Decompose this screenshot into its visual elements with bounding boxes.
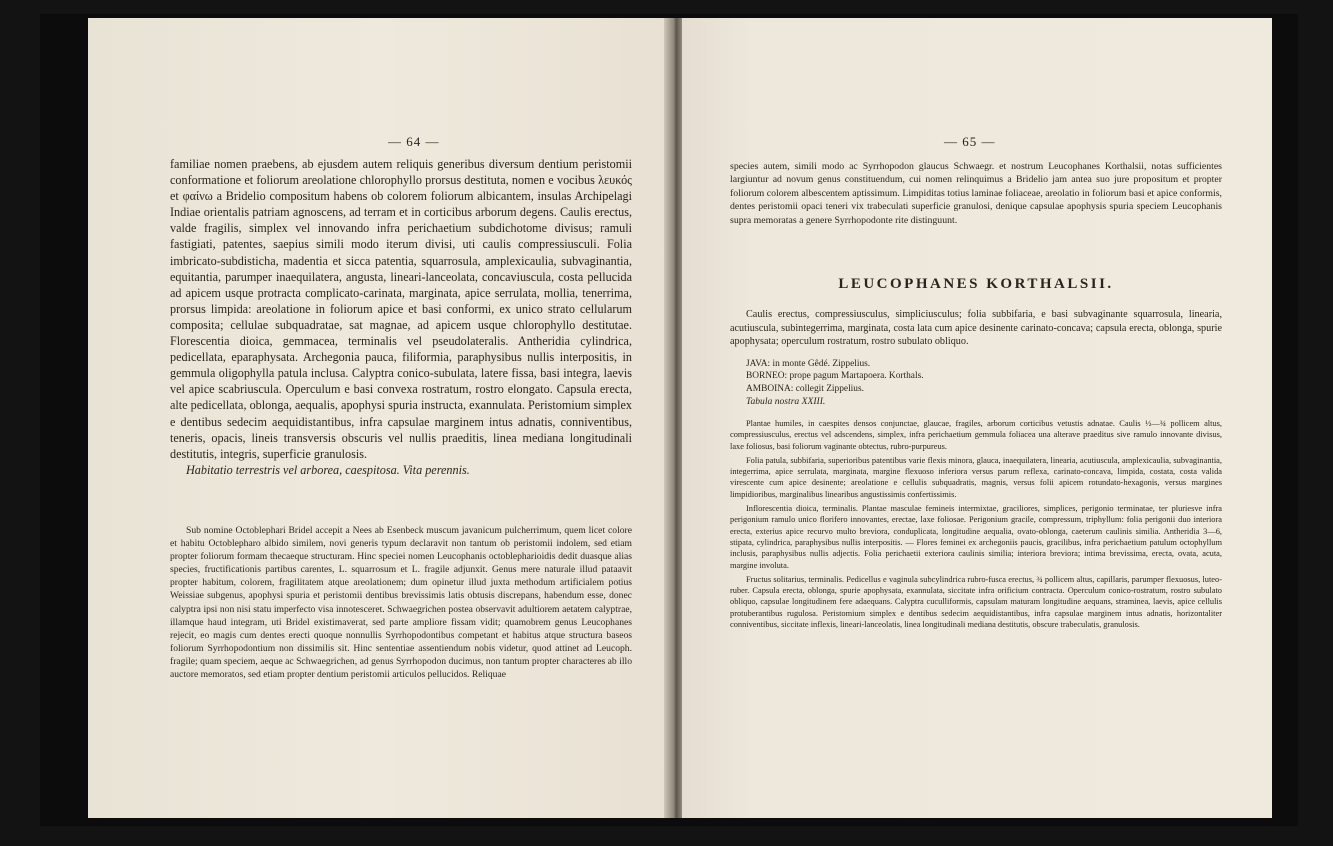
diagnosis-paragraph: Caulis erectus, compressiusculus, simpliciusculus; folia subbifaria, e basi subvaginante squarrosula, linearia, acutiuscula, subintegerrima, marginata, costa lata cum apice desinente carinato-concava; capsula erecta, oblonga, spurie apophysata; operculum rostratum, rostro subulato obliquo. xyxy=(730,309,1222,347)
locality-line: JAVA: in monte Gêdé. Zippelius. xyxy=(746,359,871,369)
species-title: LEUCOPHANES KORTHALSII. xyxy=(838,276,1114,292)
page-number-right: — 65 — xyxy=(944,134,996,149)
description-paragraph: Plantae humiles, in caespites densos conjunctae, glaucae, fragiles, arborum corticibus vetustis adnatae. Caulis ½—¾ pollicem altus, compressiusculus, erectus vel adscendens, simplex, infra perichaetium gemmula foliacea una alterave praeditus sive ramulo innovante divisus, laxe foliosus, basi foliorum vaginante obtectus, rubro-purpureus. xyxy=(730,419,1222,451)
diagnosis-text xyxy=(730,308,1222,349)
intro-paragraph: species autem, simili modo ac Syrrhopodon glaucus Schwaegr. et nostrum Leucophanes Korthalsii, notas sufficientes largiuntur ad novum genus constituendum, cui nomen relinquimus a Bridelio jam antea suo jure propositum et propter foliorum colorem albescentem aptissimum. Limpiditas totius laminae foliaceae, areolatio in foliorum basi et apice conformis, dentes peristomii opaci teneri vix trabeculati superficie granulosi, denique capsulae apophysis spuria speciem Leucophanis supra memoratas a genere Syrrhopodonte rite distinguunt. xyxy=(730,161,1222,226)
localities-list xyxy=(746,358,1216,395)
description-paragraph: Fructus solitarius, terminalis. Pedicellus e vaginula subcylindrica rubro-fusca erectus, ¾ pollicem altus, capillaris, parumper flexuosus, luteo-ruber. Capsula erecta, oblonga, spurie apophysata, exannulata, siccitate infra orificium contracta. Operculum conico-rostratum, rostro subulato obliquo, capsulae longitudinem fere adaequans. Calyptra cuculliformis, capsulam maturam longitudine aequans, straminea, laevis, apice cellulis protuberantibus rugulosa. Peristomium simplex e dentibus sedecim aequidistantibus, infra capsulae marginem intus adnatis, horizontaliter conniventibus, siccitate inflexis, lineari-lanceolatis, linea longitudinali mediana destitutis, obscure trabeculatis, granulosis. xyxy=(730,574,1222,630)
note-paragraph: Sub nomine Octoblephari Bridel accepit a Nees ab Esenbeck muscum javanicum pulcherrimum, quem licet colore et habitu Octoblepharo albido similem, novi generis typum declaravit non tantum ob peristomii indolem, sed etiam propter foliorum formam thecaeque structuram. Hinc speciei nomen Leucophanis octoblepharioidis dedit duasque alias species, fructificationis partibus carentes, L. squarrosum et L. fragile adjunxit. Genus mere naturale illud pataavit propter habitum, colorem, fragilitatem atque areolationem; dum opinetur illud juxta methodum artificialem potius Weissiae subgenus, apophysi spuria et peristomii dentibus brevissimis latis obtusis discrepans, habendum esse, donec calyptra ipsi non nisi statu imperfecto visa innotesceret. Schwaegrichen postea observavit adultiorem aetatem calyptrae, illamque haud integram, uti Bridel existimaverat, sed parte ampliore fissam vidit; quamobrem genus Leucophanes rejecit, eo magis cum dentes erecti quoque nonnullis Syrrhopodontibus competant et habitus atque structura baseos foliorum Syrrhopodontium non dissimilis sit. Hinc sententiae assentiendum nobis videtur, quod attinet ad Leucoph. fragile; quam speciem, aeque ac Schwaegrichen, ad genus Syrrhopodon ducimus, non tantum propter characteres ab illo auctore memoratos, sed etiam propter dentium peristomii articulos pellucidos. Reliquae xyxy=(170,525,632,681)
left-page xyxy=(88,18,668,818)
page-number-left: — 64 — xyxy=(388,134,440,149)
tabula-reference: Tabula nostra XXIII. xyxy=(746,396,826,407)
habitatio-line: Habitatio terrestris vel arborea, caespitosa. Vita perennis. xyxy=(186,462,470,477)
right-page xyxy=(682,18,1272,818)
description-text xyxy=(730,418,1222,633)
intro-text xyxy=(730,160,1222,227)
description-paragraph: Folia patula, subbifaria, superioribus patentibus varie flexis minora, glauca, inaequilatera, linearia, acutiuscula, amplexicaulia, subvaginantia, integerrima, apice serrulata, marginata, margine flexuoso inferiora versus parum reflexa, carinato-concava, limpida, costata, costa valida virescente cum apice desinente; areolatione e cellulis subquadratis, magnis, versus folii apicem rotundato-hexagonis, versus margines limpidioribus, marginalibus linearibus angustissimis confertissimis. xyxy=(730,455,1222,499)
main-text xyxy=(170,156,632,478)
locality-line: BORNEO: prope pagum Martapoera. Korthals. xyxy=(746,371,924,382)
description-paragraph: Inflorescentia dioica, terminalis. Plantae masculae femineis intermixtae, graciliores, simplices, perigonio terminatae, ter pluriesve infra perigonium ramulo unico florifero innovantes, erectae, laxe foliosae. Perigonium gracile, compressum, triphyllum: folia perigonii duo interiora erecta, exterius apice recurvo multo breviora, conduplicata, longitudine aequalia, ovato-oblonga, caeterum caulinis similia. Antheridia 3—6, stipata, cylindrica, paraphysibus nullis interpositis. — Flores feminei ex archegoniis paucis, gracilibus, infra perichaetium patulum octophyllum inclusis, paraphysibus nullis adjectis. Folia perichaetii exteriora caulinis similia; interiora breviora; intima brevissima, erecta, ovata, acuta, margine involuta. xyxy=(730,504,1222,570)
main-paragraph: familiae nomen praebens, ab ejusdem autem reliquis generibus diversum dentium peristomii conformatione et foliorum areolatione chlorophyllo prorsus destituta, nomen e vocibus λευκός et φαίνω a Bridelio compositum habens ob colorem foliorum albicantem, insulas Archipelagi Indiae orientalis patriam agnoscens, ad terram et in corticibus arborum degens. Caulis erectus, valde fragilis, simplex vel innovando infra perichaetium subdichotome divisus; ramuli fastigiati, patentes, saepius simili modo iterum divisi, uti caulis compressiusculi. Folia imbricato-subdisticha, madentia et sicca patentia, squarrosula, amplexicaulia, subvaginantia, equitantia, parumper inaequilatera, angusta, lineari-lanceolata, concaviuscula, costa pellucida ad apicem usque protracta complicato-carinata, marginata, apice serrulata, mollia, tenerrima, prorsus limpida: areolatione in foliorum apice et basi conformi, ex unico strato cellularum composita; cellulae subquadratae, sat magnae, ad apicem usque chlorophyllo destitutae. Florescentia dioica, gemmacea, terminalis vel pseudolateralis. Antheridia cylindrica, pedicellata, eparaphysata. Archegonia pauca, filiformia, paraphysibus nullis interpositis, in gemmula oligophylla patula inclusa. Calyptra conico-subulata, latere fissa, basi integra, laevis vel apice scabriuscula. Operculum e basi convexa rostratum, rostro elongato. Capsula erecta, alte pedicellata, oblonga, aequalis, apophysi spuria instructa, exannulata. Peristomium simplex e dentibus sedecim aequidistantibus, infra capsulae marginem intus adnatis, conniventibus, teneris, opacis, lineis transversis obscuris vel nullis praeditis, linea mediana longitudinali destitutis, integris, superficie granulosis. xyxy=(170,157,632,461)
note-text xyxy=(170,524,632,681)
locality-line: AMBOINA: collegit Zippelius. xyxy=(746,383,864,394)
